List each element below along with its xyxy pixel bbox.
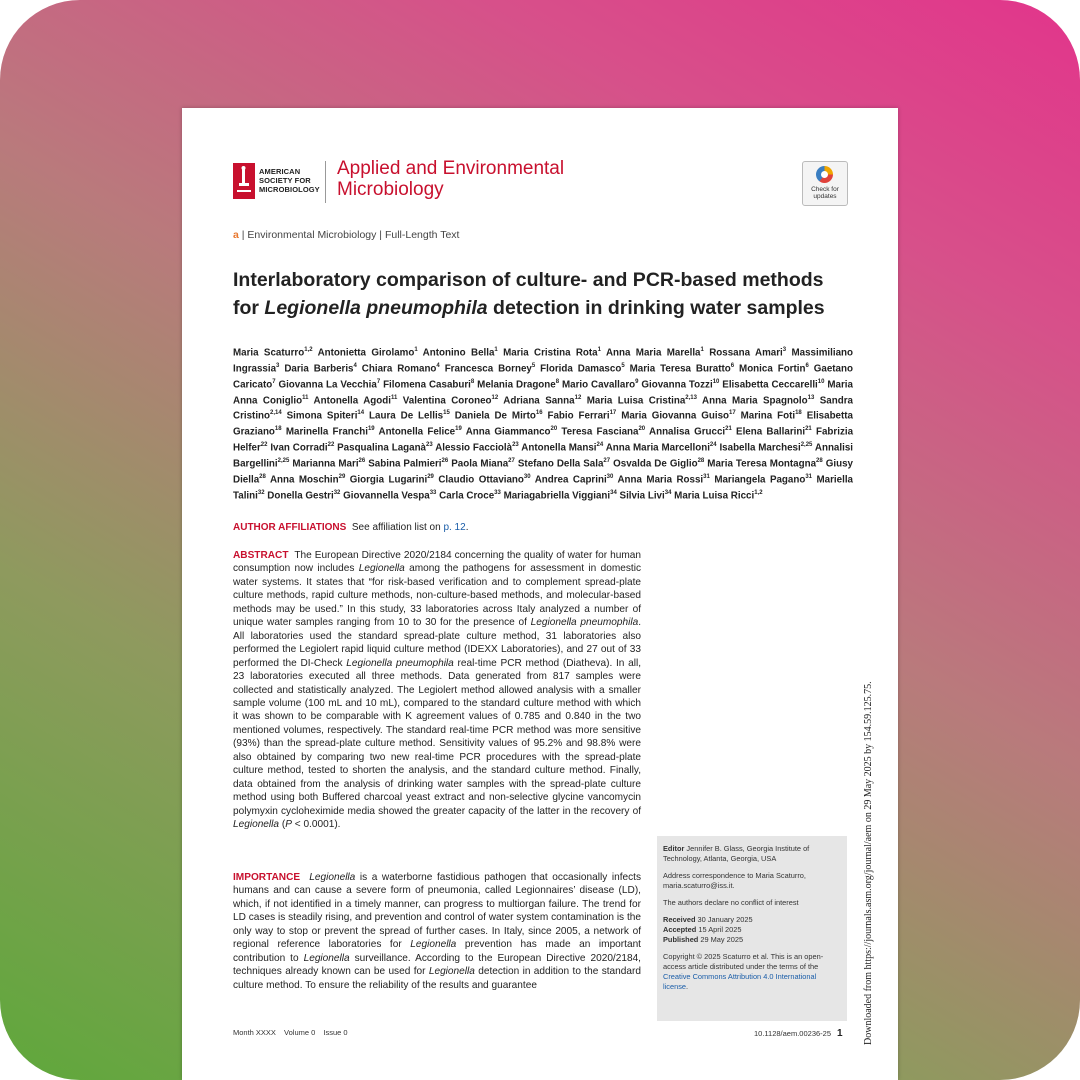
author-name[interactable]: Giusy Diella	[233, 458, 853, 486]
society-line: AMERICAN	[259, 167, 301, 176]
journal-title-line: Microbiology	[337, 179, 444, 200]
author-name[interactable]: Daniela De Mirto	[454, 410, 536, 422]
open-access-icon: a	[233, 229, 239, 241]
author-name[interactable]: Anna Maria Marcelloni	[605, 442, 710, 454]
text-segment: < 0.0001).	[291, 819, 341, 831]
author-affiliation-number: 1,2	[304, 347, 313, 353]
author-name[interactable]: Teresa Fasciana	[561, 426, 639, 438]
issue-info: Month XXXX Volume 0 Issue 0	[233, 1028, 348, 1037]
author-name[interactable]: Marinella Franchi	[285, 426, 368, 438]
author-affiliation-number: 28	[259, 473, 266, 480]
author-affiliation-number: 24	[596, 442, 604, 449]
author-name[interactable]: Massimiliano Ingrassia	[233, 347, 853, 375]
italic-term: Legionella	[358, 563, 405, 575]
italic-term: Legionella	[233, 819, 280, 831]
author-name[interactable]: Maria Teresa Buratto	[629, 363, 731, 375]
importance-label: IMPORTANCE	[233, 872, 301, 883]
check-for-updates-button[interactable]	[802, 161, 848, 206]
doi-footer	[754, 1028, 843, 1039]
author-name[interactable]: Alessio Facciolà	[435, 442, 513, 454]
author-affiliation-number: 24	[709, 442, 717, 449]
editor-info: Editor Jennifer B. Glass, Georgia Institute of Technology, Atlanta, Georgia, USA	[663, 844, 810, 863]
author-name[interactable]: Elena Ballarini	[736, 426, 806, 438]
author-affiliation-number: 30	[606, 473, 614, 480]
author-affiliation-number: 1	[700, 347, 704, 353]
abstract	[233, 549, 641, 832]
author-name[interactable]: Marianna Mari	[292, 458, 359, 470]
article-section: a | Environmental Microbiology | Full-Length Text	[233, 229, 460, 241]
author-affiliation-number: 3	[276, 362, 280, 369]
author-name[interactable]: Anna Maria Rossi	[617, 474, 704, 486]
author-affiliation-number: 7	[272, 378, 276, 385]
author-affiliation-number: 33	[494, 489, 501, 496]
author-affiliation-number: 4	[353, 362, 357, 369]
doi[interactable]: 10.1128/aem.00236-25	[754, 1029, 832, 1038]
conflict-statement: The authors declare no conflict of interest	[663, 898, 799, 907]
text-segment: . All laboratories used the standard spread-plate culture method, 31 laboratories also performed the Legiolert rapid liquid culture method (IDEXX Laboratories), and 27 out of 33 performed the DI-Check	[233, 617, 641, 669]
article-title: Interlaboratory comparison of culture- and PCR-based methods for Legionella pneumophila detection in drinking water samples	[233, 269, 825, 319]
author-affiliation-number: 2,14	[270, 410, 282, 417]
author-name[interactable]: Mariangela Pagano	[714, 474, 806, 486]
text-segment: The European Directive 2020/2184 concerning the quality of water for human consumption now includes	[233, 550, 641, 575]
author-name[interactable]: Stefano Della Sala	[517, 458, 604, 470]
asm-logo[interactable]	[233, 161, 323, 201]
author-name[interactable]: Mario Cavallaro	[561, 378, 636, 390]
journal-title-line: Applied and Environmental	[337, 158, 565, 179]
author-name[interactable]: Anna Maria Marella	[605, 347, 701, 359]
author-affiliation-number: 6	[730, 362, 735, 369]
author-name[interactable]: Elisabetta Ceccarelli	[722, 378, 818, 390]
author-name[interactable]: Rossana Amari	[709, 347, 783, 359]
author-name[interactable]: Daria Barberis	[284, 363, 354, 375]
author-affiliation-number: 26	[441, 458, 449, 465]
author-affiliation-number: 32	[333, 489, 341, 496]
author-name[interactable]: Elisabetta Graziano	[233, 410, 853, 438]
author-name[interactable]: Monica Fortin	[739, 363, 806, 375]
author-name[interactable]: Melania Dragone	[477, 378, 556, 390]
author-name[interactable]: Simona Spiteri	[286, 410, 358, 422]
author-name[interactable]: Marina Foti	[740, 410, 796, 422]
journal-title[interactable]	[337, 158, 564, 200]
author-affiliation-number: 32	[257, 489, 265, 496]
italic-term: Legionella	[303, 952, 350, 964]
page-number: 1	[837, 1028, 843, 1039]
author-name[interactable]: Mariella Talini	[233, 474, 853, 501]
author-affiliation-number: 15	[443, 410, 450, 417]
author-affiliation-number: 34	[664, 489, 672, 496]
author-affiliation-number: 22	[327, 442, 335, 449]
author-affiliation-number: 22	[260, 442, 268, 449]
section-category: Environmental Microbiology	[247, 229, 377, 241]
author-affiliation-number: 20	[638, 426, 646, 433]
author-name[interactable]: Claudio Ottaviano	[438, 474, 524, 486]
author-name[interactable]: Giovanna La Vecchia	[278, 378, 377, 390]
author-affiliation-number: 29	[427, 473, 434, 480]
author-name[interactable]: Anna Maria Spagnolo	[702, 394, 808, 406]
author-affiliation-number: 7	[376, 378, 381, 385]
author-affiliation-number: 10	[817, 378, 825, 385]
author-affiliation-number: 3	[782, 347, 787, 353]
copyright-notice: Copyright © 2025 Scaturro et al. This is an open-access article distributed under the terms of the Creative Commons Attribution 4.0 International license.	[663, 952, 824, 991]
author-name[interactable]: Annalisi Bargellini	[233, 442, 853, 470]
society-name	[259, 167, 320, 194]
italic-term: Legionella	[428, 966, 475, 978]
italic-term: P	[285, 819, 292, 831]
text-segment: among the pathogens for assessment in domestic water systems. It states that “for risk-based verification and to complement spread-plate culture methods, rapid culture methods, non-culture-based methods, and molecular-based methods may be used.” In this study, 33 laboratories across Italy analyzed a number of unique water samples ranging from 10 to 30 for the presence of	[233, 563, 641, 629]
author-name[interactable]: Francesca Borney	[444, 363, 532, 375]
italic-term: Legionella	[410, 939, 457, 951]
author-name[interactable]: Anna Giammanco	[465, 426, 551, 438]
author-name[interactable]: Pasqualina Laganà	[337, 442, 427, 454]
author-name[interactable]: Maria Cristina Rota	[503, 347, 598, 359]
author-affiliation-number: 1	[597, 347, 601, 353]
author-affiliation-number: 11	[302, 394, 309, 401]
author-name[interactable]: Maria Luisa Ricci	[674, 490, 755, 501]
author-affiliation-number: 2,13	[685, 394, 697, 401]
author-affiliation-number: 31	[703, 473, 710, 480]
author-name[interactable]: Giovanna Tozzi	[641, 378, 713, 390]
italic-term: Legionella pneumophila	[530, 617, 639, 629]
author-affiliation-number: 5	[531, 362, 536, 369]
author-name[interactable]: Sabina Palmieri	[368, 458, 442, 470]
author-affiliation-number: 29	[338, 473, 346, 480]
author-affiliations: AUTHOR AFFILIATIONS See affiliation list on p. 12.	[233, 522, 469, 533]
author-name[interactable]: Anna Moschin	[269, 474, 339, 486]
author-affiliation-number: 11	[391, 394, 398, 401]
affiliation-page-link[interactable]: p. 12	[443, 522, 466, 533]
author-affiliation-number: 31	[805, 473, 813, 480]
author-name[interactable]: Fabrizia Helfer	[233, 426, 854, 454]
author-name[interactable]: Antonella Mansi	[521, 442, 597, 454]
author-affiliation-number: 26	[358, 458, 366, 465]
article-type: Full-Length Text	[384, 229, 460, 241]
author-name[interactable]: Laura De Lellis	[369, 410, 444, 422]
author-name[interactable]: Ivan Corradi	[270, 442, 328, 454]
author-affiliation-number: 21	[725, 426, 732, 433]
author-name[interactable]: Valentina Coroneo	[402, 394, 492, 406]
license-link[interactable]: Creative Commons Attribution 4.0 International license	[663, 972, 817, 991]
author-affiliation-number: 1	[414, 347, 418, 353]
affiliations-label: AUTHOR AFFILIATIONS	[233, 522, 347, 533]
author-affiliation-number: 1,2	[754, 489, 763, 496]
abstract-label: ABSTRACT	[233, 550, 289, 561]
author-name[interactable]: Maria Giovanna Guiso	[621, 410, 730, 422]
author-list	[233, 344, 853, 503]
importance-text	[233, 872, 641, 991]
author-affiliation-number: 27	[603, 458, 611, 465]
author-name[interactable]: Maria Luisa Cristina	[586, 394, 686, 406]
author-affiliation-number: 16	[535, 410, 543, 417]
author-affiliation-number: 18	[795, 410, 802, 417]
author-affiliation-number: 12	[491, 394, 499, 401]
italic-term: Legionella pneumophila	[346, 657, 454, 669]
author-affiliation-number: 18	[274, 426, 282, 433]
author-name[interactable]: Sandra Cristino	[233, 394, 853, 422]
author-name[interactable]: Isabella Marchesi	[719, 442, 801, 454]
author-name[interactable]: Andrea Caprini	[534, 474, 607, 486]
author-affiliation-number: 13	[807, 394, 815, 401]
author-affiliation-number: 30	[523, 473, 531, 480]
author-name[interactable]: Antonino Bella	[422, 347, 495, 359]
text-segment: real-time PCR method (Diatheva). In all, 23 laboratories executed all three methods. Data generated from 817 samples were collected and statistically analyzed. The Legiolert method allowed analysis with a smaller sample volume (100 mL and 10 mL), compared to the standard culture method with which it was shown to be comparable with K agreement values of 0.785 and 0.840 in the two mentioned volumes, respectively. The standard real-time PCR method was more sensitive (93%) than the spread-plate culture method. Sensitivity values of 95.2% and 98.8% were also obtained by comparing two new real-time PCR procedures with the spread-plate culture method, tested to shorten the analysis, and the standard culture method. Finally, data obtained from the analysis of drinking water samples with the spread-plate culture method using both Buffered charcoal yeast extract and non-selective glycine vancomycin polymyxin cycloheximide media showed the greater capacity of the latter in the recovery of	[233, 657, 641, 817]
author-name[interactable]: Antonella Felice	[378, 426, 456, 438]
author-affiliation-number: 14	[357, 410, 365, 417]
author-affiliation-number: 17	[609, 410, 617, 417]
author-affiliation-number: 28	[816, 458, 823, 465]
author-affiliation-number: 2,25	[277, 458, 290, 465]
article-info-box	[657, 836, 847, 1021]
author-affiliation-number: 23	[426, 442, 433, 449]
importance	[233, 871, 641, 992]
author-affiliation-number: 19	[367, 426, 375, 433]
crossmark-icon	[816, 166, 833, 183]
author-name[interactable]: Florida Damasco	[540, 363, 622, 375]
society-line: MICROBIOLOGY	[259, 185, 320, 194]
author-affiliation-number: 23	[512, 442, 519, 449]
author-name[interactable]: Paola Miana	[451, 458, 509, 470]
author-name[interactable]: Antonietta Girolamo	[317, 347, 415, 359]
check-updates-label: Check for updates	[811, 186, 839, 200]
author-affiliation-number: 33	[429, 489, 437, 496]
author-affiliation-number: 10	[712, 378, 720, 385]
author-name[interactable]: Giorgia Lugarini	[349, 474, 428, 486]
dates: Received 30 January 2025 Accepted 15 April 2025 Published 29 May 2025	[663, 915, 753, 944]
text-segment: detection in addition to the standard culture method. To ensure the reliability of the results and guarantee	[233, 966, 641, 991]
author-affiliation-number: 4	[436, 362, 440, 369]
text-segment: surveillance. According to the European Directive 2020/2184, techniques already known can be used for	[233, 952, 641, 978]
author-affiliation-number: 17	[729, 410, 736, 417]
society-line: SOCIETY FOR	[259, 176, 311, 185]
author-affiliation-number: 27	[508, 458, 515, 465]
author-affiliation-number: 19	[455, 426, 462, 433]
author-name[interactable]: Adriana Sanna	[503, 394, 575, 406]
abstract-text	[233, 550, 641, 830]
author-name[interactable]: Maria Scaturro	[233, 347, 305, 359]
author-name[interactable]: Donella Gestri	[267, 490, 334, 501]
author-name[interactable]: Gaetano Caricato	[233, 363, 853, 390]
text-segment: (	[279, 819, 286, 831]
text-segment: prevention has made an important contribution to	[233, 939, 641, 964]
author-name[interactable]: Mariagabriella Viggiani	[503, 490, 611, 501]
header-divider	[325, 161, 326, 203]
author-name[interactable]: Maria Teresa Montagna	[707, 458, 817, 470]
author-name[interactable]: Antonella Agodi	[313, 394, 391, 406]
author-affiliation-number: 9	[635, 378, 639, 385]
correspondence: Address correspondence to Maria Scaturro, maria.scaturro@iss.it.	[663, 871, 806, 890]
download-watermark: Downloaded from https://journals.asm.org/journal/aem on 29 May 2025 by 154.59.125.75.	[863, 681, 874, 1045]
article-page	[182, 108, 898, 1080]
author-affiliation-number: 21	[805, 426, 812, 433]
author-name[interactable]: Carla Croce	[439, 490, 495, 501]
author-name[interactable]: Giovannella Vespa	[343, 490, 430, 501]
author-name[interactable]: Chiara Romano	[361, 363, 437, 375]
italic-term: Legionella	[309, 872, 356, 883]
author-name[interactable]: Maria Anna Coniglio	[233, 378, 853, 406]
author-name[interactable]: Fabio Ferrari	[547, 410, 610, 422]
microscope-icon	[233, 163, 255, 199]
author-affiliation-number: 2,25	[800, 442, 813, 449]
author-affiliation-number: 34	[610, 489, 617, 496]
author-name[interactable]: Silvia Livi	[619, 490, 665, 501]
author-affiliation-number: 6	[805, 362, 809, 369]
author-affiliation-number: 5	[621, 362, 625, 369]
author-affiliation-number: 8	[555, 378, 560, 385]
author-affiliation-number: 28	[697, 458, 705, 465]
text-segment: is a waterborne fastidious pathogen that occasionally infects humans and can cause a severe form of pneumonia, called Legionnaires’ disease (LD), which, if not identified in a timely manner, can progress to multiorgan failure. The trend for LD cases is steadily rising, and prevention and control of water system contamination is the only way to stop or prevent the spread of further cases. In Italy, since 2005, a network of regional reference laboratories for	[233, 872, 642, 951]
author-affiliation-number: 12	[574, 394, 582, 401]
author-affiliation-number: 1	[494, 347, 498, 353]
author-name[interactable]: Osvalda De Giglio	[613, 458, 698, 470]
author-affiliation-number: 20	[550, 426, 558, 433]
author-name[interactable]: Filomena Casaburi	[383, 378, 471, 390]
author-affiliation-number: 8	[470, 378, 475, 385]
author-name[interactable]: Annalisa Grucci	[649, 426, 726, 438]
